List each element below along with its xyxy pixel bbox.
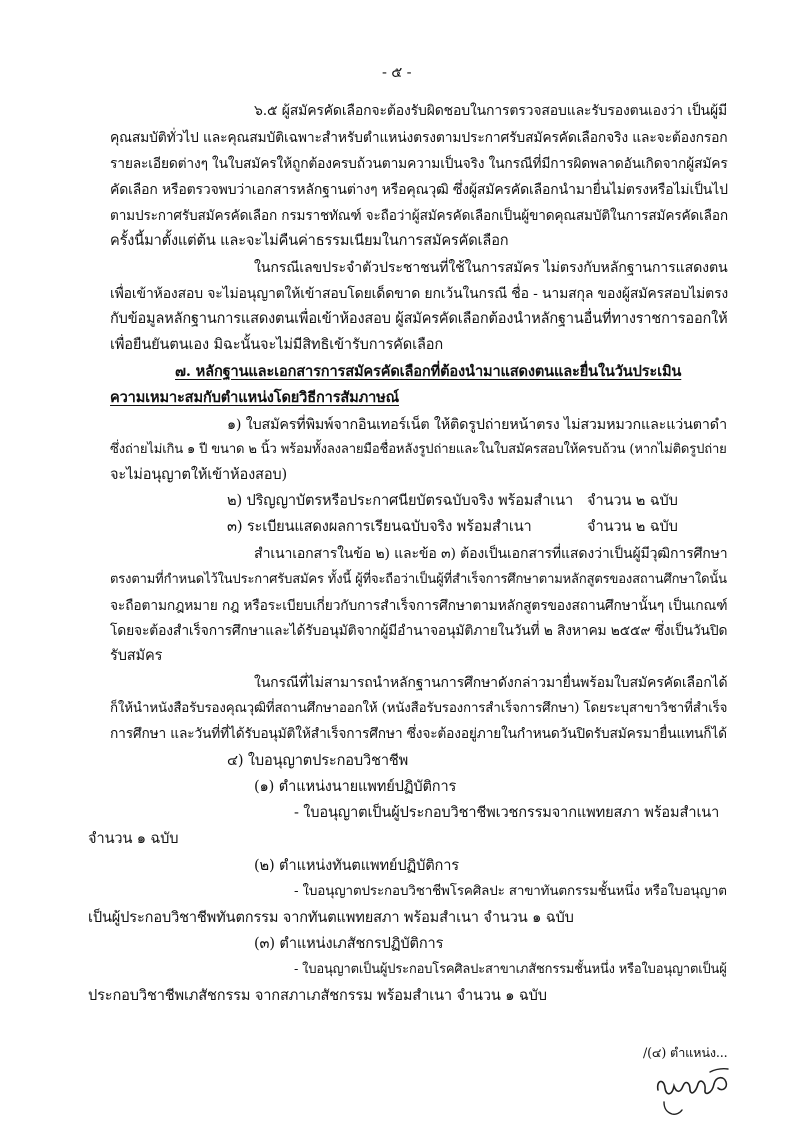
page-number: - ๕ - [382, 64, 412, 81]
item-2-degree: ๒) ปริญญาบัตรหรือประกาศนียบัตรฉบับจริง พร้อมสำเนา [227, 492, 573, 509]
text-line: กับข้อมูลหลักฐานการแสดงตนเพื่อเข้าห้องสอบ ผู้สมัครคัดเลือกต้องนำหลักฐานอื่นที่ทางราชการออกให้ [110, 311, 728, 327]
text-line: ในกรณีเลขประจำตัวประชาชนที่ใช้ในการสมัคร ไม่ตรงกับหลักฐานการแสดงตน [254, 260, 728, 276]
text-line: เพื่อยืนยันตนเอง มิฉะนั้นจะไม่มีสิทธิเข้ารับการคัดเลือก [110, 336, 444, 353]
sub-1-title: (๑) ตำแหน่งนายแพทย์ปฏิบัติการ [254, 778, 457, 795]
text-line: - ใบอนุญาตเป็นผู้ประกอบโรคศิลปะสาขาเภสัชกรรมชั้นหนึ่ง หรือใบอนุญาตเป็นผู้ [294, 962, 727, 977]
text-line: คุณสมบัติทั่วไป และคุณสมบัติเฉพาะสำหรับตำแหน่งตรงตามประกาศรับสมัครคัดเลือกจริง และจะต้องกรอก [110, 130, 728, 146]
text-line: รายละเอียดต่างๆ ในใบสมัครให้ถูกต้องครบถ้วนตามความเป็นจริง ในกรณีที่มีการผิดพลาดอันเกิดจากผู้สมัคร [110, 156, 728, 172]
text-line: จำนวน ๑ ฉบับ [88, 830, 179, 847]
text-line: ก็ให้นำหนังสือรับรองคุณวุฒิที่สถานศึกษาออกให้ (หนังสือรับรองการสำเร็จการศึกษา) โดยระบุสาขาวิชาที่สำเร็จ [110, 701, 728, 716]
text-line: ตรงตามที่กำหนดไว้ในประกาศรับสมัคร ทั้งนี้ ผู้ที่จะถือว่าเป็นผู้ที่สำเร็จการศึกษาตามหลักสูตรของสถานศึกษาใดนั้น [110, 572, 727, 587]
text-line: ในกรณีที่ไม่สามารถนำหลักฐานการศึกษาดังกล่าวมายื่นพร้อมใบสมัครคัดเลือกได้ [254, 675, 728, 691]
text-line: ๑) ใบสมัครที่พิมพ์จากอินเทอร์เน็ต ให้ติดรูปถ่ายหน้าตรง ไม่สวมหมวกและแว่นตาดำ [227, 417, 727, 433]
text-line: ซึ่งถ่ายไม่เกิน ๑ ปี ขนาด ๒ นิ้ว พร้อมทั้งลงลายมือชื่อหลังรูปถ่ายและในใบสมัครสอบให้ครบถ้วน (หากไม่ติดรูปถ่าย [110, 442, 727, 457]
text-line: ครั้งนี้มาตั้งแต่ต้น และจะไม่คืนค่าธรรมเนียมในการสมัครคัดเลือก [110, 232, 509, 249]
text-line: โดยจะต้องสำเร็จการศึกษาและได้รับอนุมัติจากผู้มีอำนาจอนุมัติภายในวันที่ ๒ สิงหาคม ๒๕๕๙ ซึ่งเป็นวันปิด [110, 623, 728, 639]
text-line: ประกอบวิชาชีพเภสัชกรรม จากสภาเภสัชกรรม พร้อมสำเนา จำนวน ๑ ฉบับ [88, 987, 547, 1004]
text-line: คัดเลือก หรือตรวจพบว่าเอกสารหลักฐานต่างๆ หรือคุณวุฒิ ซึ่งผู้สมัครคัดเลือกนำมายื่นไม่ตรงหรือไม่เป็นไป [110, 182, 728, 198]
sub-3-title: (๓) ตำแหน่งเภสัชกรปฏิบัติการ [254, 935, 444, 952]
item-3-quantity: จำนวน ๒ ฉบับ [587, 518, 678, 535]
text-line: ๖.๕ ผู้สมัครคัดเลือกจะต้องรับผิดชอบในการตรวจสอบและรับรองตนเองว่า เป็นผู้มี [254, 103, 728, 119]
text-line: จะไม่อนุญาตให้เข้าห้องสอบ) [110, 466, 288, 483]
item-3-transcript: ๓) ระเบียนแสดงผลการเรียนฉบับจริง พร้อมสำเนา [227, 518, 532, 535]
text-line: เป็นผู้ประกอบวิชาชีพทันตกรรม จากทันตแพทยสภา พร้อมสำเนา จำนวน ๑ ฉบับ [88, 909, 574, 926]
heading-line: ๗. หลักฐานและเอกสารการสมัครคัดเลือกที่ต้องนำมาแสดงตนและยื่นในวันประเมิน [175, 363, 682, 380]
text-line: รับสมัคร [110, 647, 163, 664]
handwritten-signature [650, 1062, 740, 1122]
text-line: - ใบอนุญาตประกอบวิชาชีพโรคศิลปะ สาขาทันตกรรมชั้นหนึ่ง หรือใบอนุญาต [294, 884, 727, 899]
text-line: - ใบอนุญาตเป็นผู้ประกอบวิชาชีพเวชกรรมจากแพทยสภา พร้อมสำเนา [294, 804, 720, 821]
sub-2-title: (๒) ตำแหน่งทันตแพทย์ปฏิบัติการ [254, 857, 459, 874]
text-line: ตามประกาศรับสมัครคัดเลือก กรมราชทัณฑ์ จะถือว่าผู้สมัครคัดเลือกเป็นผู้ขาดคุณสมบัติในการสมัครคัดเลือก [110, 208, 728, 224]
text-line: สำเนาเอกสารในข้อ ๒) และข้อ ๓) ต้องเป็นเอกสารที่แสดงว่าเป็นผู้มีวุฒิการศึกษา [254, 546, 728, 562]
text-line: จะถือตามกฎหมาย กฎ หรือระเบียบเกี่ยวกับการสำเร็จการศึกษาตามหลักสูตรของสถานศึกษานั้นๆ เป็นเกณฑ์ [110, 598, 728, 614]
item-4-license: ๔) ใบอนุญาตประกอบวิชาชีพ [227, 752, 409, 769]
text-line: การศึกษา และวันที่ที่ได้รับอนุมัติให้สำเร็จการศึกษา ซึ่งจะต้องอยู่ภายในกำหนดวันปิดรับสมัครมายื่นแทนก็ได้ [110, 726, 727, 742]
item-2-quantity: จำนวน ๒ ฉบับ [587, 492, 678, 509]
continuation-note: /(๔) ตำแหน่ง... [643, 1045, 728, 1060]
text-line: เพื่อเข้าห้องสอบ จะไม่อนุญาตให้เข้าสอบโดยเด็ดขาด ยกเว้นในกรณี ชื่อ - นามสกุล ของผู้สมัครสอบไม่ตรง [110, 286, 729, 302]
heading-line: ความเหมาะสมกับตำแหน่งโดยวิธีการสัมภาษณ์ [110, 389, 399, 406]
